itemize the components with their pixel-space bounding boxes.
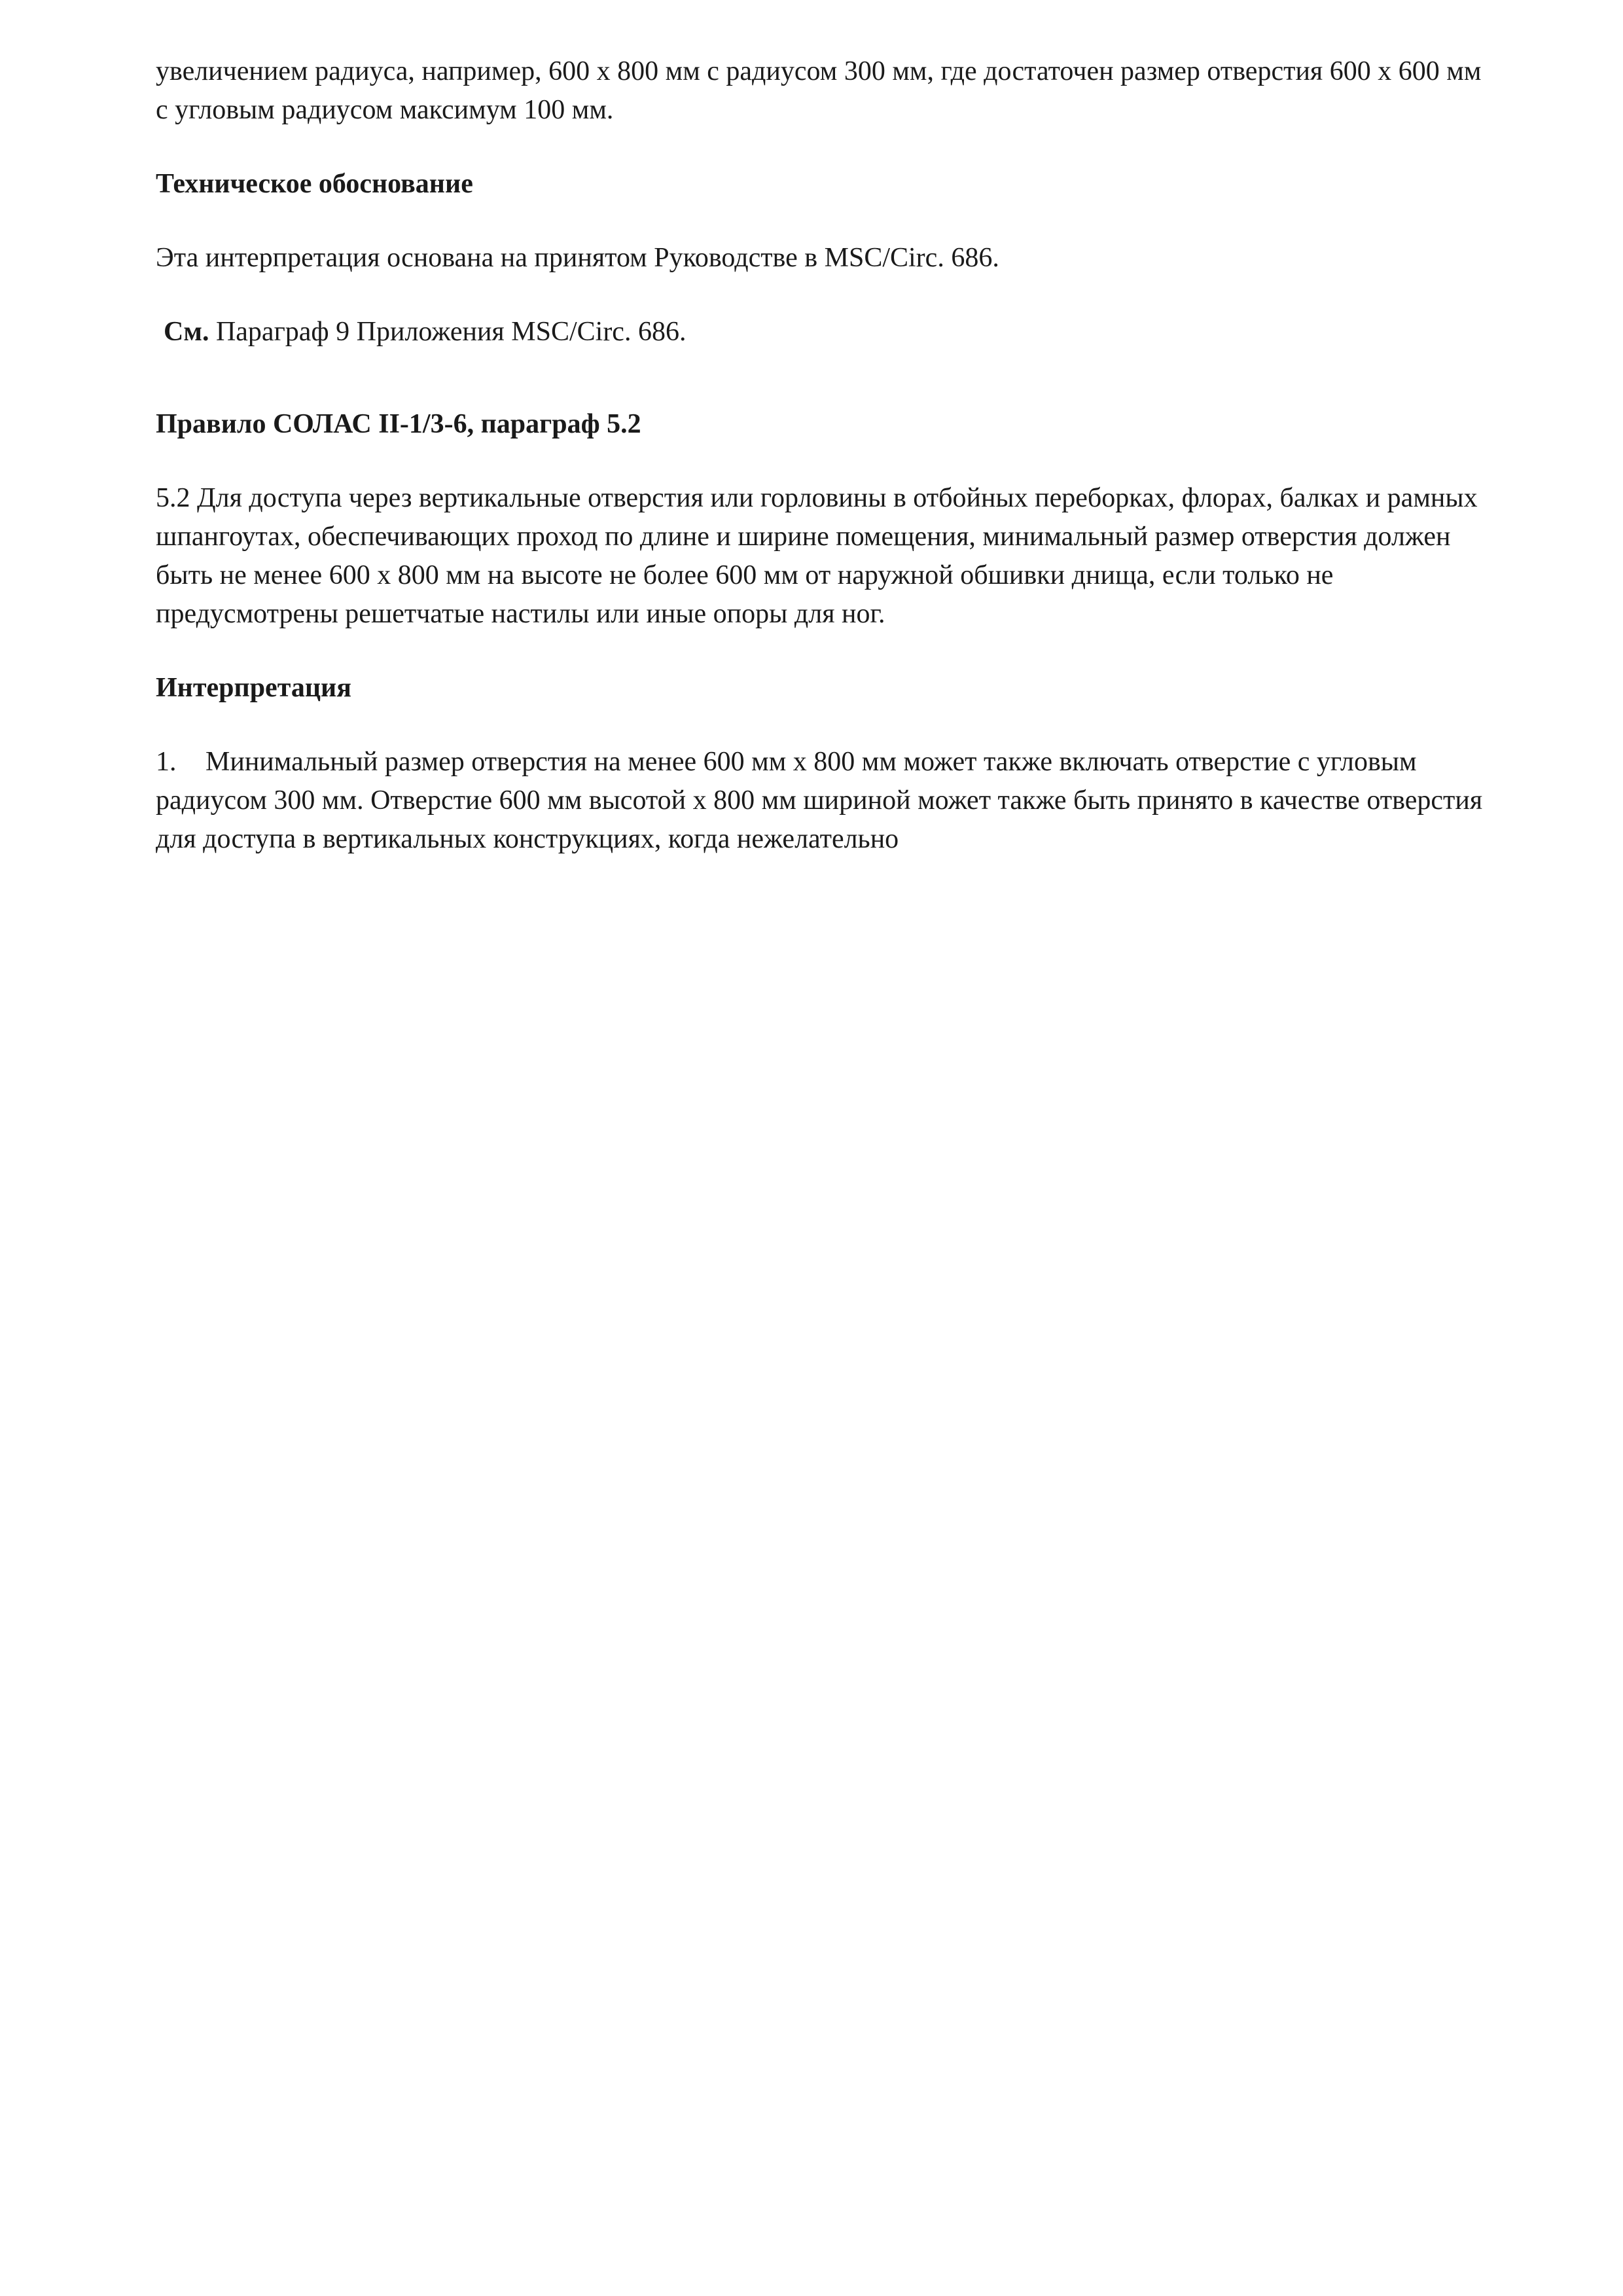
- see-reference: [156, 313, 1491, 351]
- interpretation-item-number: 1.: [156, 747, 177, 777]
- interpretation-heading: Интерпретация: [156, 673, 351, 703]
- see-text: Параграф 9 Приложения MSC/Circ. 686.: [209, 317, 687, 347]
- see-label: См.: [164, 317, 209, 347]
- rule-heading: Правило СОЛАС II-1/3-6, параграф 5.2: [156, 409, 641, 439]
- tech-paragraph: Эта интерпретация основана на принятом Руководстве в MSC/Circ. 686.: [156, 243, 999, 273]
- intro-paragraph: увеличением радиуса, например, 600 x 800 мм с радиусом 300 мм, где достаточен размер отверстия 600 x 600 мм с угловым радиусом максимум 100 мм.: [156, 56, 1482, 125]
- document-body: [156, 52, 1491, 859]
- interpretation-item-text: Минимальный размер отверстия на менее 600 мм x 800 мм может также включать отверстие с угловым радиусом 300 мм. Отверстие 600 мм высотой x 800 мм шириной может также быть принято в качестве отверстия для доступа в вертикальных конструкциях, когда нежелательно: [156, 747, 1483, 854]
- tech-heading: Техническое обоснование: [156, 169, 473, 199]
- rule-paragraph: 5.2 Для доступа через вертикальные отверстия или горловины в отбойных переборках, флорах, балках и рамных шпангоутах, обеспечивающих проход по длине и ширине помещения, минимальный размер отверстия должен быть не менее 600 x 800 мм на высоте не более 600 мм от наружной обшивки днища, если только не предусмотрены решетчатые настилы или иные опоры для ног.: [156, 483, 1478, 629]
- interpretation-item: [156, 743, 1491, 859]
